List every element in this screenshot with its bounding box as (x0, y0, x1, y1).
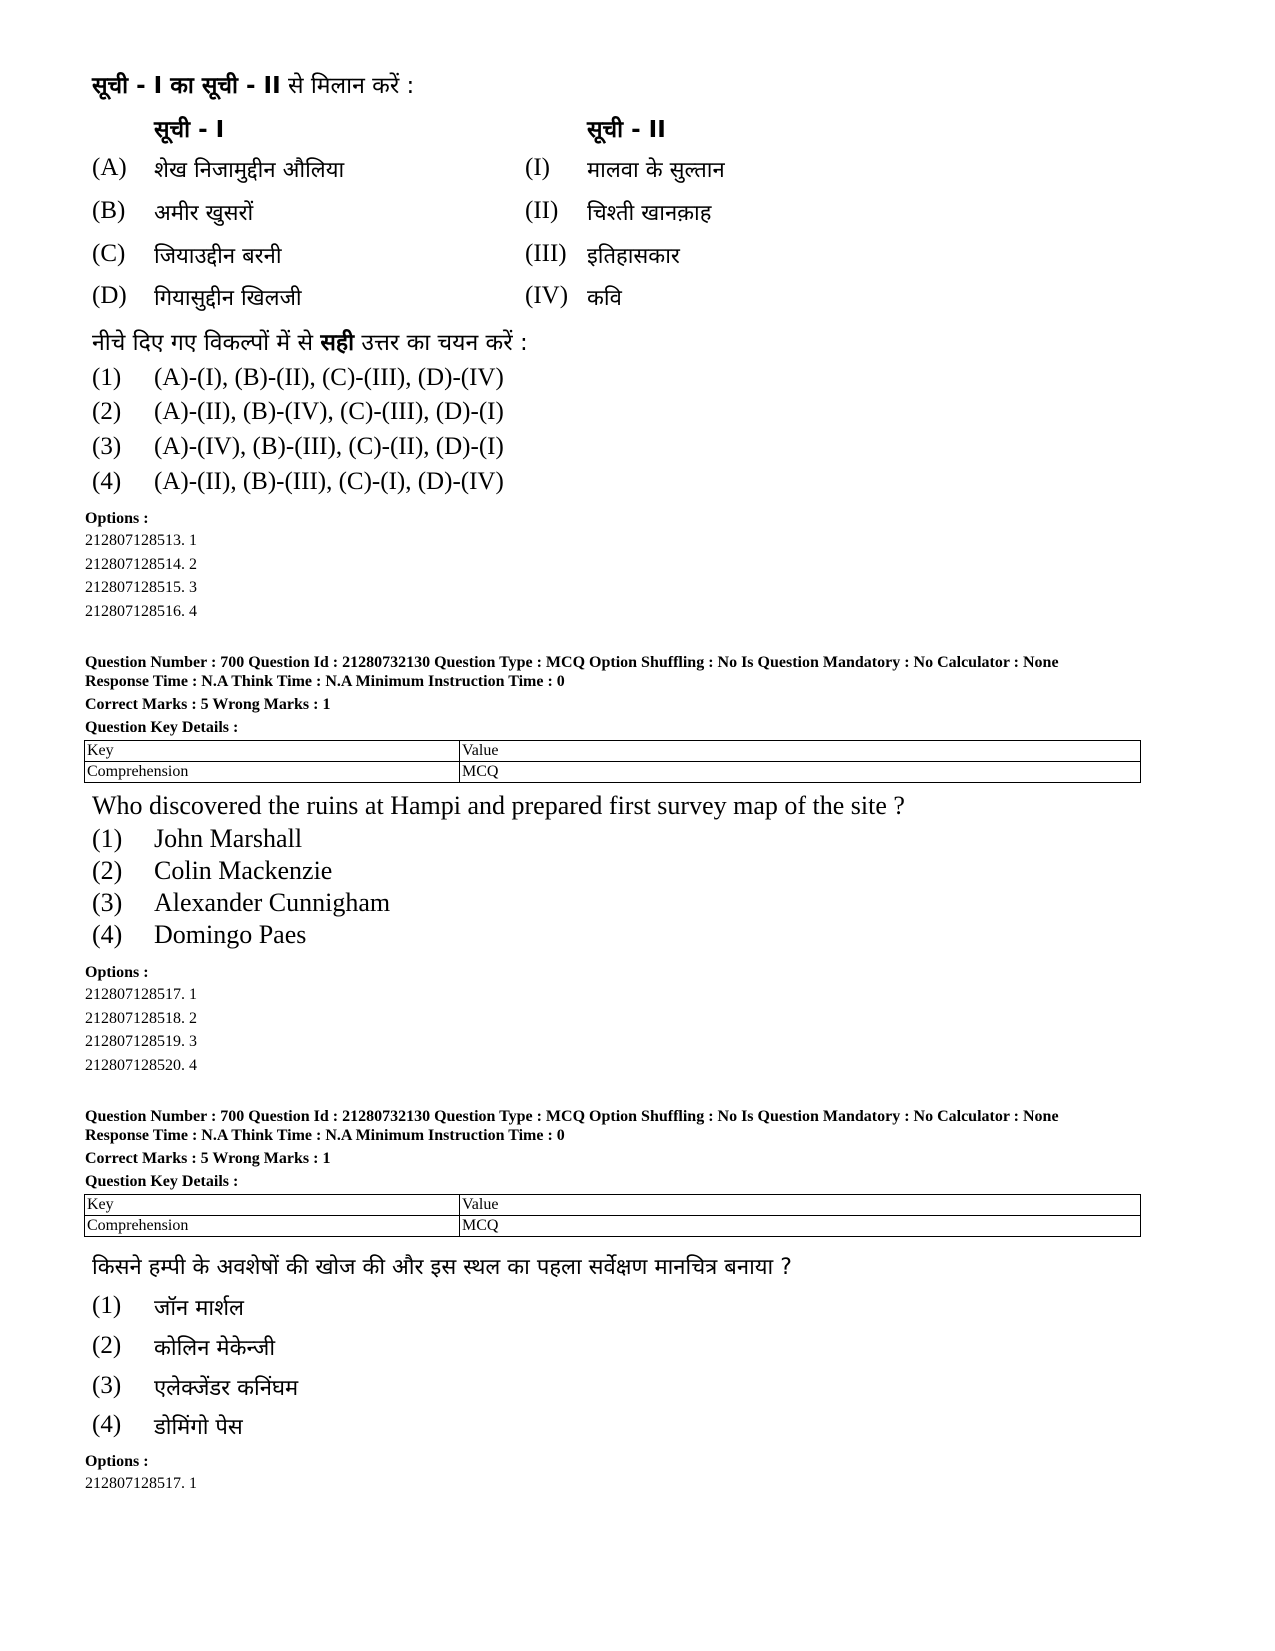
answer-text: (A)-(IV), (B)-(III), (C)-(II), (D)-(I) (154, 433, 504, 460)
list2-item-iii: इतिहासकार (587, 244, 680, 269)
option-item: 212807128515. 3 (85, 579, 197, 596)
question-meta-line2: Response Time : N.A Think Time : N.A Minimum Instruction Time : 0 (85, 673, 565, 690)
answer-num: (3) (92, 1372, 122, 1399)
table-cell-key: Comprehension (85, 762, 460, 783)
table-row (85, 762, 1141, 783)
options-list (85, 1472, 197, 1496)
question-text: Who discovered the ruins at Hampi and prepared first survey map of the site ? (92, 791, 905, 820)
answer-num: (2) (92, 398, 122, 425)
option-item: 212807128517. 1 (85, 986, 197, 1003)
question-key-table (84, 740, 1141, 783)
answer-text: जॉन मार्शल (154, 1296, 244, 1321)
question-text: किसने हम्पी के अवशेषों की खोज की और इस स्थल का पहला सर्वेक्षण मानचित्र बनाया ? (92, 1255, 792, 1280)
answer-text: एलेक्जेंडर कनिंघम (154, 1376, 299, 1401)
list1-item-d: गियासुद्दीन खिलजी (154, 286, 302, 311)
answer-text: (A)-(II), (B)-(IV), (C)-(III), (D)-(I) (154, 398, 504, 425)
match-instruction (92, 68, 414, 100)
list1-title: सूची - I (154, 117, 225, 143)
list1-label-c: (C) (92, 240, 126, 267)
list2-label-ii: (II) (525, 197, 559, 224)
question-meta-line1: Question Number : 700 Question Id : 21280732130 Question Type : MCQ Option Shuffling : No Is Question Mandatory : No Calculator : None (85, 654, 1059, 671)
answer-text: Domingo Paes (154, 920, 307, 949)
list1-label-d: (D) (92, 282, 127, 309)
answer-text: कोलिन मेकेन्जी (154, 1336, 276, 1361)
list2-title: सूची - II (587, 117, 666, 143)
answer-num: (3) (92, 433, 122, 460)
option-item: 212807128517. 1 (85, 1475, 197, 1492)
answer-num: (2) (92, 1332, 122, 1359)
choose-part-a: नीचे दिए गए विकल्पों में से (92, 330, 321, 356)
answer-num: (4) (92, 920, 123, 949)
list1-item-c: जियाउद्दीन बरनी (154, 244, 282, 269)
question-key-details-label: Question Key Details : (85, 1173, 239, 1190)
answer-text: (A)-(II), (B)-(III), (C)-(I), (D)-(IV) (154, 468, 504, 495)
question-key-table (84, 1194, 1141, 1237)
table-header-value: Value (460, 741, 1141, 762)
options-list (85, 983, 197, 1077)
answer-num: (4) (92, 1411, 122, 1438)
table-cell-key: Comprehension (85, 1216, 460, 1237)
table-header-row (85, 741, 1141, 762)
table-cell-value: MCQ (460, 1216, 1141, 1237)
option-item: 212807128516. 4 (85, 602, 197, 620)
answer-num: (1) (92, 364, 122, 391)
table-row (85, 1216, 1141, 1237)
list2-item-i: मालवा के सुल्तान (587, 158, 725, 183)
instruction-part-b: सूची - II (201, 73, 281, 99)
table-header-value: Value (460, 1195, 1141, 1216)
choose-part-b: सही (320, 330, 355, 356)
answer-num: (1) (92, 1292, 122, 1319)
answer-num: (4) (92, 468, 122, 495)
table-header-key: Key (85, 741, 460, 762)
list1-label-a: (A) (92, 154, 127, 181)
answer-text: Alexander Cunnigham (154, 888, 391, 917)
question-meta-line2: Response Time : N.A Think Time : N.A Minimum Instruction Time : 0 (85, 1127, 565, 1144)
option-item: 212807128520. 4 (85, 1056, 197, 1074)
list2-item-ii: चिश्ती खानक़ाह (587, 201, 712, 226)
answer-num: (2) (92, 856, 123, 885)
list1-item-b: अमीर खुसरों (154, 201, 254, 226)
answer-num: (1) (92, 824, 123, 853)
option-item: 212807128513. 1 (85, 532, 197, 549)
instruction-part-c: से मिलान करें : (280, 73, 415, 99)
options-label: Options : (85, 1453, 149, 1470)
list1-label-b: (B) (92, 197, 126, 224)
list2-label-i: (I) (525, 154, 550, 181)
list2-label-iii: (III) (525, 240, 567, 267)
table-cell-value: MCQ (460, 762, 1141, 783)
answer-num: (3) (92, 888, 123, 917)
choose-instruction (92, 325, 528, 357)
option-item: 212807128514. 2 (85, 555, 197, 573)
list1-item-a: शेख निजामुद्दीन औलिया (154, 158, 345, 183)
list2-label-iv: (IV) (525, 282, 569, 309)
table-header-row (85, 1195, 1141, 1216)
question-meta-line1: Question Number : 700 Question Id : 21280732130 Question Type : MCQ Option Shuffling : No Is Question Mandatory : No Calculator : None (85, 1108, 1059, 1125)
list2-item-iv: कवि (587, 286, 622, 311)
options-label: Options : (85, 964, 149, 981)
answer-text: John Marshall (154, 824, 303, 853)
table-header-key: Key (85, 1195, 460, 1216)
answer-text: Colin Mackenzie (154, 856, 333, 885)
instruction-part-a: सूची - I का (92, 73, 202, 99)
answer-text: (A)-(I), (B)-(II), (C)-(III), (D)-(IV) (154, 364, 504, 391)
answer-text: डोमिंगो पेस (154, 1415, 243, 1440)
choose-part-c: उत्तर का चयन करें : (354, 330, 528, 356)
options-label: Options : (85, 510, 149, 527)
question-key-details-label: Question Key Details : (85, 719, 239, 736)
option-item: 212807128518. 2 (85, 1009, 197, 1027)
question-marks: Correct Marks : 5 Wrong Marks : 1 (85, 1150, 331, 1167)
option-item: 212807128519. 3 (85, 1033, 197, 1050)
options-list (85, 529, 197, 623)
question-marks: Correct Marks : 5 Wrong Marks : 1 (85, 696, 331, 713)
